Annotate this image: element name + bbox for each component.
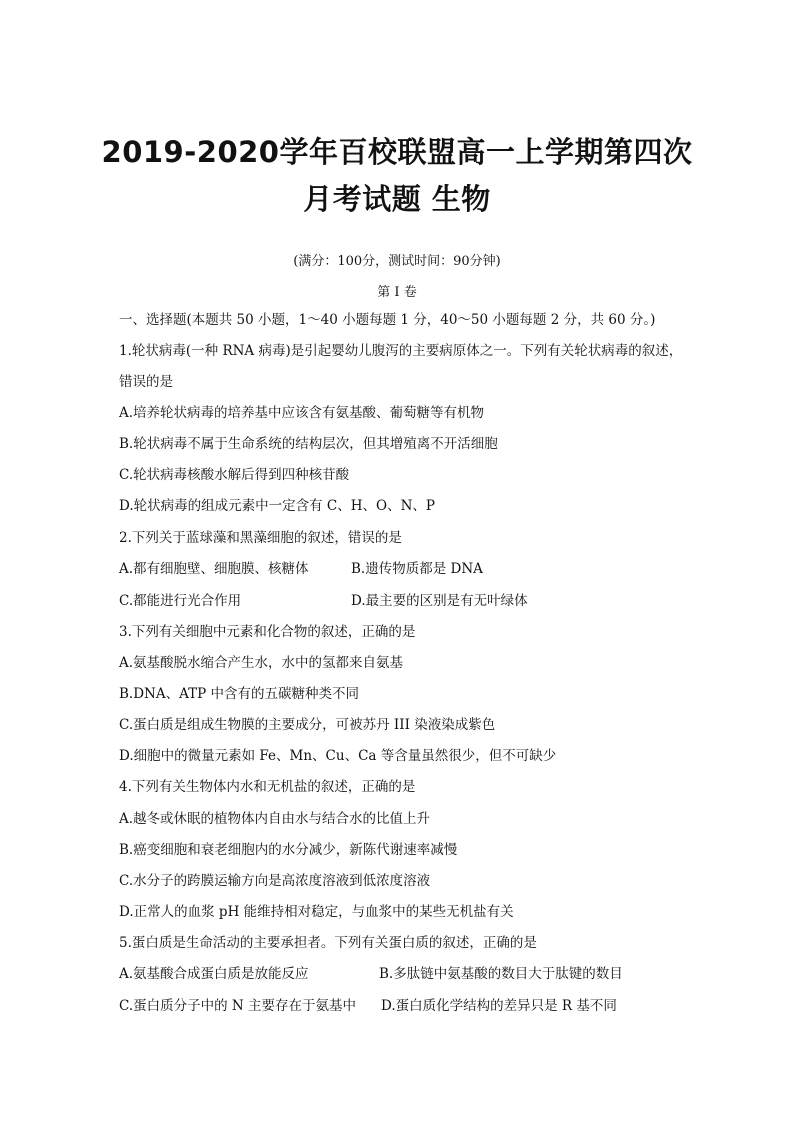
question-4-option-d: D.正常人的血浆 pH 能维持相对稳定，与血浆中的某些无机盐有关 [119, 904, 514, 920]
question-2-stem: 2.下列关于蓝球藻和黑藻细胞的叙述，错误的是 [119, 530, 402, 546]
question-2-option-a: A.都有细胞壁、细胞膜、核糖体 [119, 561, 309, 577]
question-1-option-a: A.培养轮状病毒的培养基中应该含有氨基酸、葡萄糖等有机物 [119, 405, 485, 421]
question-2-option-b: B.遗传物质都是 DNA [351, 561, 483, 577]
question-2-option-d: D.最主要的区别是有无叶绿体 [351, 593, 528, 609]
question-1-stem-cont: 错误的是 [119, 374, 173, 390]
question-2-option-c: C.都能进行光合作用 [119, 593, 242, 609]
question-1-option-b: B.轮状病毒不属于生命系统的结构层次，但其增殖离不开活细胞 [119, 436, 498, 452]
question-3-option-c: C.蛋白质是组成生物膜的主要成分，可被苏丹 III 染液染成紫色 [119, 717, 496, 733]
question-5-option-c: C.蛋白质分子中的 N 主要存在于氨基中 [119, 998, 357, 1014]
question-4-option-b: B.癌变细胞和衰老细胞内的水分减少，新陈代谢速率减慢 [119, 842, 458, 858]
question-4-stem: 4.下列有关生物体内水和无机盐的叙述，正确的是 [119, 779, 416, 795]
question-4-option-c: C.水分子的跨膜运输方向是高浓度溶液到低浓度溶液 [119, 873, 431, 889]
question-3-option-b: B.DNA、ATP 中含有的五碳糖种类不同 [119, 686, 359, 702]
question-5-stem: 5.蛋白质是生命活动的主要承担者。下列有关蛋白质的叙述，正确的是 [119, 935, 537, 951]
exam-title-line2: 月考试题 生物 [303, 182, 491, 216]
question-5-option-a: A.氨基酸合成蛋白质是放能反应 [119, 966, 309, 982]
question-1-option-d: D.轮状病毒的组成元素中一定含有 C、H、O、N、P [119, 498, 435, 514]
question-3-option-a: A.氨基酸脱水缩合产生水，水中的氢都来自氨基 [119, 655, 404, 671]
question-3-stem: 3.下列有关细胞中元素和化合物的叙述，正确的是 [119, 624, 416, 640]
question-4-option-a: A.越冬或休眠的植物体内自由水与结合水的比值上升 [119, 811, 431, 827]
question-3-option-d: D.细胞中的微量元素如 Fe、Mn、Cu、Ca 等含量虽然很少，但不可缺少 [119, 748, 557, 764]
question-5-option-b: B.多肽链中氨基酸的数目大于肽键的数目 [379, 966, 623, 982]
exam-title-line1: 2019-2020学年百校联盟高一上学期第四次 [101, 135, 693, 169]
question-5-option-d: D.蛋白质化学结构的差异只是 R 基不同 [381, 998, 617, 1014]
question-1-stem: 1.轮状病毒(一种 RNA 病毒)是引起婴幼儿腹泻的主要病原体之一。下列有关轮状病毒的叙述， [119, 343, 683, 359]
section-instruction: 一、选择题(本题共 50 小题，1～40 小题每题 1 分，40～50 小题每题 2 分，共 60 分。) [119, 312, 656, 328]
question-1-option-c: C.轮状病毒核酸水解后得到四种核苷酸 [119, 467, 350, 483]
exam-info: (满分：100分，测试时间：90分钟) [293, 254, 501, 269]
volume-label: 第 I 卷 [377, 285, 417, 300]
